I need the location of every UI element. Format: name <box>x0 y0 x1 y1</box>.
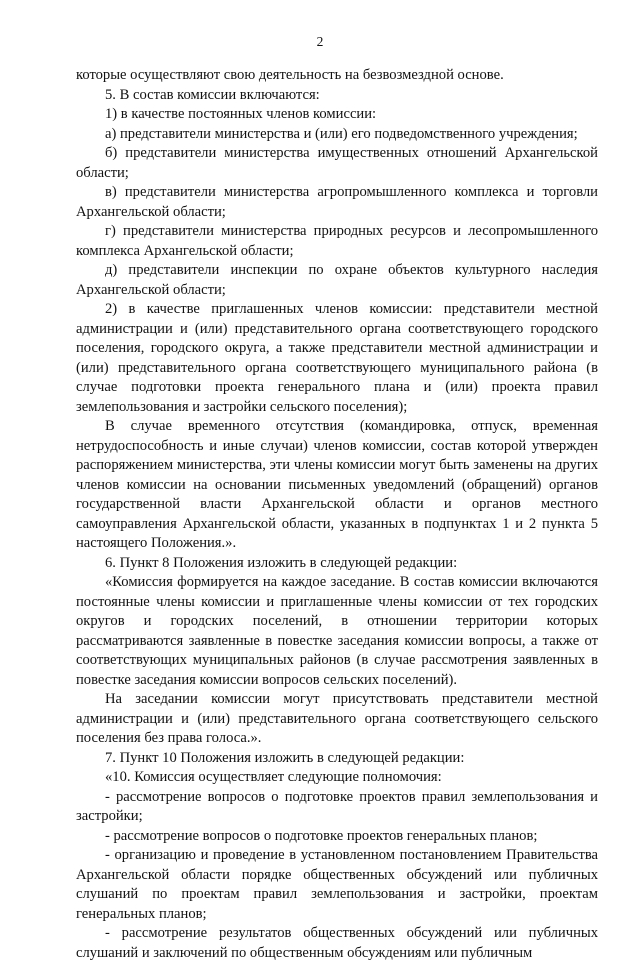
paragraph: г) представители министерства природных ресурсов и лесопромышленного комплекса Архангельской области; <box>76 223 598 259</box>
paragraph: В случае временного отсутствия (командировка, отпуск, временная нетрудоспособность и иные случаи) членов комиссии, состав которой утвержден распоряжением министерства, эти члены комиссии могут быть заменены на других членов комиссии на основании письменных уведомлений (обращений) органов государственной власти Архангельской области и органов местного самоуправления Архангельской области, указанных в подпунктах 1 и 2 пункта 5 настоящего Положения.». <box>76 418 598 551</box>
paragraph: - организацию и проведение в установленном постановлением Правительства Архангельской области порядке общественных обсуждений или публичных слушаний по проектам правил землепользования и застройки, проектам генеральных планов; <box>76 847 598 922</box>
document-body <box>76 66 598 963</box>
paragraph: 6. Пункт 8 Положения изложить в следующей редакции: <box>105 554 458 571</box>
paragraph: «Комиссия формируется на каждое заседание. В состав комиссии включаются постоянные члены комиссии и приглашенные члены комиссии от тех городских округов и городских поселений, в отношении территории которых рассматриваются заявленные в повестке заседания комиссии вопросы, а также от соответствующих муниципальных районов (в случае рассмотрения заявленных в повестке заседания комиссии вопросов сельских поселений). <box>76 574 598 688</box>
paragraph: 1) в качестве постоянных членов комиссии: <box>105 106 377 122</box>
paragraph: а) представители министерства и (или) его подведомственного учреждения; <box>105 125 578 142</box>
page-number: 2 <box>316 34 324 49</box>
paragraph: «10. Комиссия осуществляет следующие полномочия: <box>105 769 442 785</box>
paragraph: б) представители министерства имущественных отношений Архангельской области; <box>76 145 598 181</box>
paragraph: 7. Пункт 10 Положения изложить в следующей редакции: <box>105 749 465 766</box>
paragraph: - рассмотрение вопросов о подготовке проектов правил землепользования и застройки; <box>76 788 598 824</box>
paragraph: д) представители инспекции по охране объектов культурного наследия Архангельской области; <box>76 262 598 298</box>
paragraph: - рассмотрение вопросов о подготовке проектов генеральных планов; <box>105 827 538 844</box>
paragraph: На заседании комиссии могут присутствовать представители местной администрации и (или) представительного органа соответствующего сельского поселения без права голоса.». <box>76 691 598 746</box>
paragraph: которые осуществляют свою деятельность на безвозмездной основе. <box>76 67 504 83</box>
paragraph: - рассмотрение результатов общественных обсуждений или публичных слушаний и заключений по общественным обсуждениям или публичным <box>76 925 598 961</box>
paragraph: 5. В состав комиссии включаются: <box>105 86 320 103</box>
paragraph: 2) в качестве приглашенных членов комиссии: представители местной администрации и (или) представительного органа соответствующего городского поселения, городского округа, а также представители местной администрации и (или) представительного органа соответствующего муниципального района (в случае подготовки проекта генерального плана и (или) проекта правил землепользования и застройки сельского поселения); <box>76 301 598 415</box>
paragraph: в) представители министерства агропромышленного комплекса и торговли Архангельской области; <box>76 184 598 220</box>
